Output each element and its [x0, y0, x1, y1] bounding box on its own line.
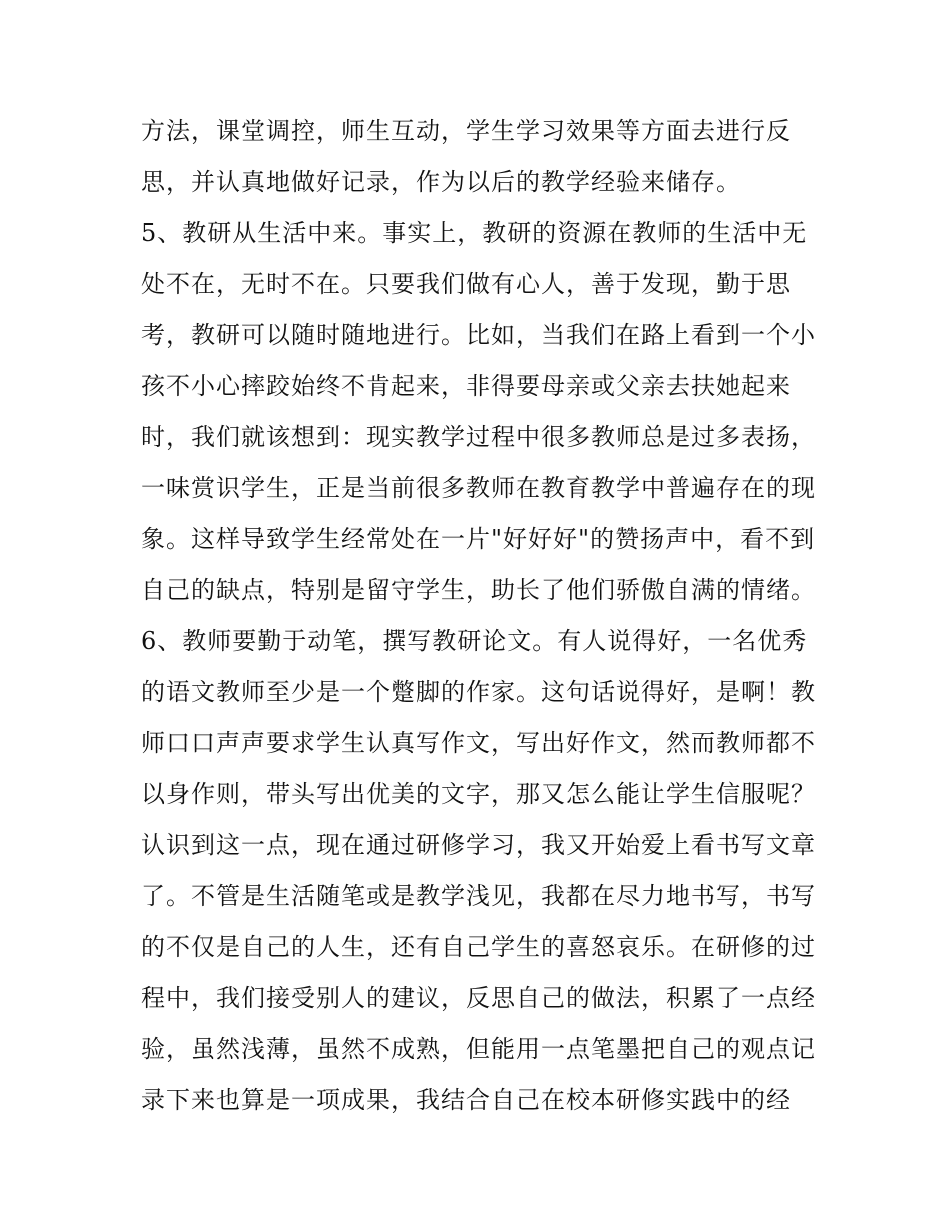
- text-line: 自己的缺点，特别是留守学生，助长了他们骄傲自满的情绪。: [141, 576, 816, 604]
- text-line: 象。这样导致学生经常处在一片"好好好"的赞扬声中，看不到: [141, 525, 816, 553]
- text-line: 认识到这一点，现在通过研修学习，我又开始爱上看书写文章: [141, 831, 816, 859]
- document-body: [141, 106, 821, 1126]
- text-line: 考，教研可以随时随地进行。比如，当我们在路上看到一个小: [141, 321, 816, 349]
- text-line: 孩不小心摔跤始终不肯起来，非得要母亲或父亲去扶她起来: [141, 372, 791, 400]
- text-line: 方法，课堂调控，师生互动，学生学习效果等方面去进行反: [141, 117, 791, 145]
- text-line: 师口口声声要求学生认真写作文，写出好作文，然而教师都不: [141, 729, 816, 757]
- text-line: 5、教研从生活中来。事实上，教研的资源在教师的生活中无: [141, 219, 808, 247]
- text-line: 的不仅是自己的人生，还有自己学生的喜怒哀乐。在研修的过: [141, 933, 816, 961]
- text-line: 6、教师要勤于动笔，撰写教研论文。有人说得好，一名优秀: [141, 627, 808, 655]
- text-line: 的语文教师至少是一个蹩脚的作家。这句话说得好，是啊！教: [141, 678, 816, 706]
- text-line: 录下来也算是一项成果，我结合自己在校本研修实践中的经: [141, 1086, 791, 1114]
- text-line: 以身作则，带头写出优美的文字，那又怎么能让学生信服呢？: [141, 780, 816, 808]
- text-line: 验，虽然浅薄，虽然不成熟，但能用一点笔墨把自己的观点记: [141, 1035, 816, 1063]
- text-line: 时，我们就该想到：现实教学过程中很多教师总是过多表扬，: [141, 423, 816, 451]
- text-line: 程中，我们接受别人的建议，反思自己的做法，积累了一点经: [141, 984, 816, 1012]
- text-line: 处不在，无时不在。只要我们做有心人，善于发现，勤于思: [141, 270, 791, 298]
- text-line: 了。不管是生活随笔或是教学浅见，我都在尽力地书写，书写: [141, 882, 816, 910]
- text-line: 一味赏识学生，正是当前很多教师在教育教学中普遍存在的现: [141, 474, 816, 502]
- text-line: 思，并认真地做好记录，作为以后的教学经验来储存。: [141, 168, 741, 196]
